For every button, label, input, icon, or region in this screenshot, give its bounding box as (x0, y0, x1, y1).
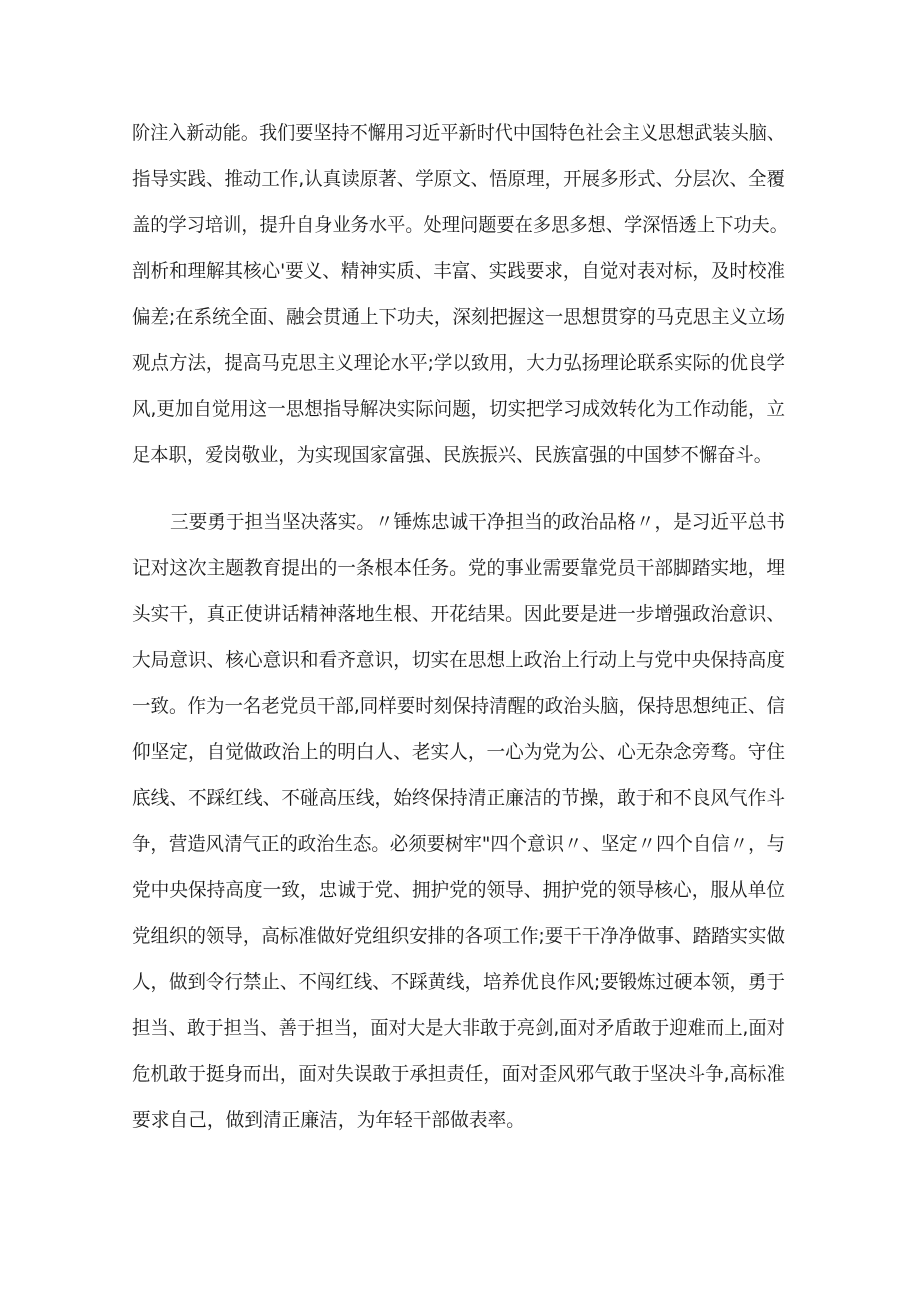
text-line: 党组织的领导，高标准做好党组织安排的各项工作;要干干净净做事、踏踏实实做 (132, 925, 785, 947)
text-line: 指导实践、推动工作,认真读原著、学原文、悟原理，开展多形式、分层次、全覆 (132, 168, 785, 190)
text-line: 足本职，爱岗敬业，为实现国家富强、民族振兴、民族富强的中国梦不懈奋斗。 (132, 444, 772, 466)
text-line: 阶注入新动能。我们要坚持不懈用习近平新时代中国特色社会主义思想武装头脑、 (132, 122, 785, 144)
text-line: 要求自己，做到清正廉洁，为年轻干部做表率。 (132, 1109, 525, 1131)
text-line: 剖析和理解其核心'要义、精神实质、丰富、实践要求，自觉对表对标，及时校准 (132, 260, 785, 282)
text-line: 偏差;在系统全面、融会贯通上下功夫，深刻把握这一思想贯穿的马克思主义立场 (132, 306, 785, 328)
text-line: 党中央保持高度一致，忠诚于党、拥护党的领导、拥护党的领导核心，服从单位 (132, 879, 785, 901)
text-line: 仰坚定，自觉做政治上的明白人、老实人，一心为党为公、心无杂念旁骛。守住 (132, 741, 785, 763)
text-line: 大局意识、核心意识和看齐意识，切实在思想上政治上行动上与党中央保持高度 (132, 649, 785, 671)
text-line: 盖的学习培训，提升自身业务水平。处理问题要在多思多想、学深悟透上下功夫。 (132, 214, 788, 236)
text-line: 三要勇于担当坚决落实。〃锤炼忠诚干净担当的政治品格〃，是习近平总书 (170, 511, 785, 533)
text-line: 记对这次主题教育提出的一条根本任务。党的事业需要靠党员干部脚踏实地，埋 (132, 557, 785, 579)
text-line: 观点方法，提高马克思主义理论水平;学以致用，大力弘扬理论联系实际的优良学 (132, 352, 785, 374)
text-line: 头实干，真正使讲话精神落地生根、开花结果。因此要是进一步增强政治意识、 (132, 603, 785, 625)
text-line: 担当、敢于担当、善于担当，面对大是大非敢于亮剑,面对矛盾敢于迎难而上,面对 (132, 1017, 785, 1039)
text-line: 底线、不踩红线、不碰高压线，始终保持清正廉洁的节操，敢于和不良风气作斗 (132, 787, 785, 809)
text-line: 人，做到令行禁止、不闯红线、不踩黄线，培养优良作风;要锻炼过硬本领，勇于 (132, 971, 785, 993)
text-line: 一致。作为一名老党员干部,同样要时刻保持清醒的政治头脑，保持思想纯正、信 (132, 695, 785, 717)
text-line: 争，营造风清气正的政治生态。必须要树牢"四个意识〃、坚定〃四个自信〃，与 (132, 833, 785, 855)
text-line: 风,更加自觉用这一思想指导解决实际问题，切实把学习成效转化为工作动能，立 (132, 398, 785, 420)
text-line: 危机敢于挺身而出，面对失误敢于承担责任，面对歪风邪气敢于坚决斗争,高标准 (132, 1063, 785, 1085)
